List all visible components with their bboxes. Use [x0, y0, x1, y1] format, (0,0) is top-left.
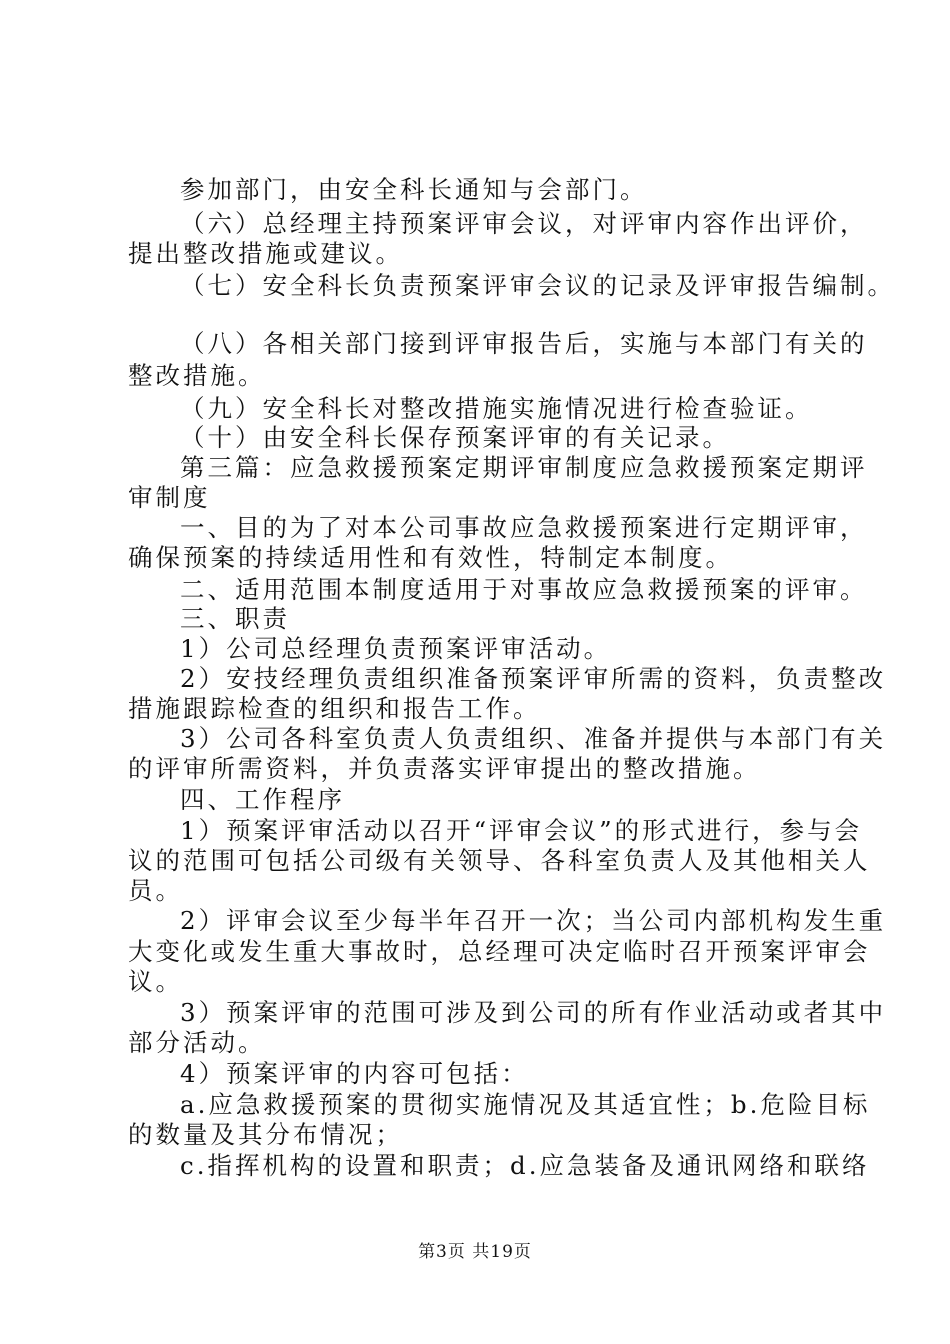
paragraph-line: 1）预案评审活动以召开“评审会议”的形式进行，参与会 [180, 816, 863, 845]
paragraph-line: 的评审所需资料，并负责落实评审提出的整改措施。 [128, 754, 761, 783]
paragraph-line: c.指挥机构的设置和职责；d.应急装备及通讯网络和联络 [180, 1151, 870, 1180]
paragraph-line: 措施跟踪检查的组织和报告工作。 [128, 694, 541, 723]
section-heading: 审制度 [128, 483, 211, 512]
paragraph-line: 员。 [128, 876, 183, 905]
paragraph-line: 3）预案评审的范围可涉及到公司的所有作业活动或者其中 [180, 998, 887, 1027]
paragraph-line: 大变化或发生重大事故时，总经理可决定临时召开预案评审会 [128, 937, 871, 966]
paragraph-line: 部分活动。 [128, 1028, 266, 1057]
paragraph-line: a.应急救援预案的贯彻实施情况及其适宜性；b.危险目标 [180, 1090, 871, 1119]
paragraph-line: 四、工作程序 [180, 785, 345, 814]
paragraph-line: 议。 [128, 967, 183, 996]
paragraph-line: 3）公司各科室负责人负责组织、准备并提供与本部门有关 [180, 724, 887, 753]
paragraph-line: 三、职责 [180, 604, 290, 633]
paragraph-line: 2）安技经理负责组织准备预案评审所需的资料，负责整改 [180, 664, 887, 693]
paragraph-line: 1）公司总经理负责预案评审活动。 [180, 634, 612, 663]
paragraph-line: 确保预案的持续适用性和有效性，特制定本制度。 [128, 543, 733, 572]
paragraph-line: （七）安全科长负责预案评审会议的记录及评审报告编制。 [180, 271, 895, 300]
paragraph-line: 议的范围可包括公司级有关领导、各科室负责人及其他相关人 [128, 846, 871, 875]
paragraph-line: 一、目的为了对本公司事故应急救援预案进行定期评审， [180, 513, 868, 542]
paragraph-line: （十）由安全科长保存预案评审的有关记录。 [180, 423, 730, 452]
section-heading: 第三篇：应急救援预案定期评审制度应急救援预案定期评 [180, 453, 868, 482]
paragraph-line: 的数量及其分布情况； [128, 1120, 403, 1149]
page-number-footer: 第3页 共19页 [418, 1242, 532, 1262]
paragraph-line: 参加部门，由安全科长通知与会部门。 [180, 175, 648, 204]
paragraph-line: （九）安全科长对整改措施实施情况进行检查验证。 [180, 394, 813, 423]
paragraph-line: （六）总经理主持预案评审会议，对评审内容作出评价， [180, 209, 868, 238]
paragraph-line: 提出整改措施或建议。 [128, 239, 403, 268]
paragraph-line: （八）各相关部门接到评审报告后，实施与本部门有关的 [180, 329, 868, 358]
paragraph-line: 整改措施。 [128, 361, 266, 390]
paragraph-line: 4）预案评审的内容可包括： [180, 1059, 529, 1088]
paragraph-line: 二、适用范围本制度适用于对事故应急救援预案的评审。 [180, 575, 868, 604]
paragraph-line: 2）评审会议至少每半年召开一次；当公司内部机构发生重 [180, 906, 887, 935]
